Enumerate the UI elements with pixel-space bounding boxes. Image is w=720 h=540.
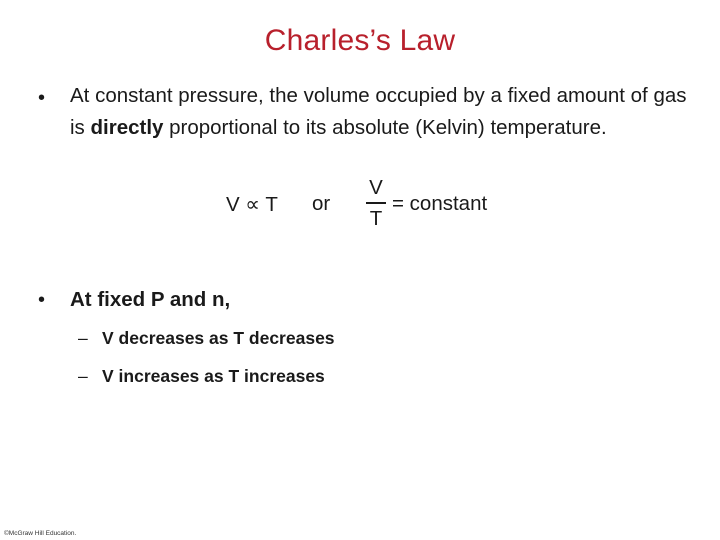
copyright-notice: ©McGraw Hill Education. xyxy=(4,530,77,537)
slide-title: Charles’s Law xyxy=(264,24,456,57)
emphasis-directly: directly xyxy=(90,116,164,139)
equation-block xyxy=(0,170,720,240)
dash-icon: – xyxy=(78,366,88,386)
fraction-numerator: V xyxy=(369,176,383,199)
text-segment: At constant pressure, the volume occupied by a fixed amount of gas is xyxy=(70,84,687,139)
sub-item-text: V increases as T increases xyxy=(102,366,325,386)
fraction-denominator: T xyxy=(369,206,383,230)
sub-item xyxy=(78,328,335,349)
bullet-icon: • xyxy=(38,87,46,109)
dash-icon: – xyxy=(78,328,88,348)
equation-proportionality: V ∝ T xyxy=(226,193,278,216)
fraction-bar xyxy=(366,202,386,204)
equation-fraction xyxy=(366,176,386,231)
bullet-text-fixed-p-n: At fixed P and n, xyxy=(70,288,231,311)
text-segment: proportional to its absolute (Kelvin) temperature. xyxy=(163,116,607,139)
equation-connector: or xyxy=(312,192,331,215)
bullet-text-volume-temperature xyxy=(70,80,690,144)
sub-item xyxy=(78,366,325,387)
equation-constant: = constant xyxy=(392,192,488,215)
bullet-icon: • xyxy=(38,289,46,311)
sub-item-text: V decreases as T decreases xyxy=(102,328,335,348)
